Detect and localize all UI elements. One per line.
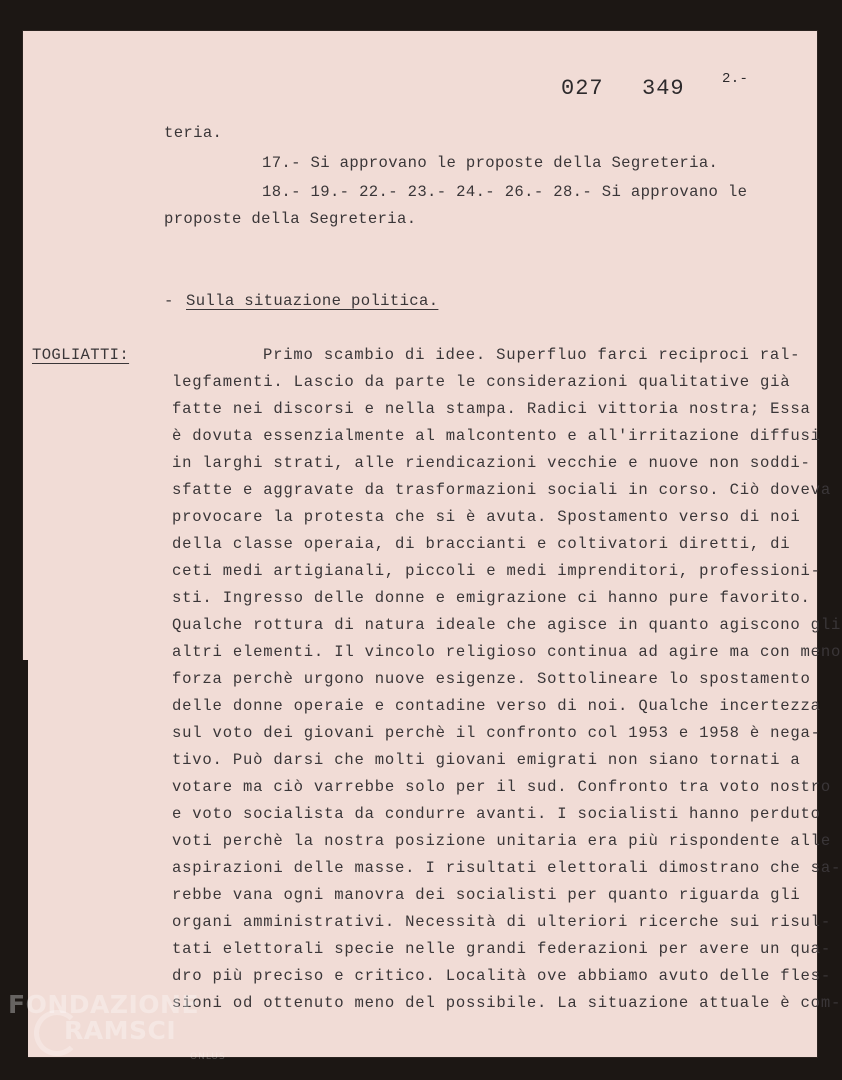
intro-line: proposte della Segreteria. xyxy=(164,210,417,228)
body-line: tivo. Può darsi che molti giovani emigrati non siano tornati a xyxy=(172,751,801,769)
watermark-line-3: ONLUS xyxy=(190,1052,226,1062)
intro-line: 18.- 19.- 22.- 23.- 24.- 26.- 28.- Si approvano le xyxy=(262,183,748,201)
body-line: Primo scambio di idee. Superfluo farci reciproci ral- xyxy=(263,346,801,364)
body-line: Qualche rottura di natura ideale che agisce in quanto agiscono gli xyxy=(172,616,842,634)
intro-line: teria. xyxy=(164,124,223,142)
doc-number-a: 027 xyxy=(561,76,604,101)
body-line: altri elementi. Il vincolo religioso continua ad agire ma con meno xyxy=(172,643,842,661)
body-line: sul voto dei giovani perchè il confronto col 1953 e 1958 è nega- xyxy=(172,724,821,742)
body-line: votare ma ciò varrebbe solo per il sud. Confronto tra voto nostro xyxy=(172,778,831,796)
body-line: in larghi strati, alle riendicazioni vecchie e nuove non soddi- xyxy=(172,454,811,472)
body-line: rebbe vana ogni manovra dei socialisti per quanto riguarda gli xyxy=(172,886,801,904)
body-line: forza perchè urgono nuove esigenze. Sottolineare lo spostamento xyxy=(172,670,811,688)
body-line: tati elettorali specie nelle grandi federazioni per avere un qua- xyxy=(172,940,831,958)
section-dash: - xyxy=(164,292,174,310)
section-title: Sulla situazione politica. xyxy=(186,292,439,310)
watermark-line-1: FONDAZIONE xyxy=(8,990,200,1019)
body-line: delle donne operaie e contadine verso di noi. Qualche incertezza xyxy=(172,697,821,715)
intro-line: 17.- Si approvano le proposte della Segreteria. xyxy=(262,154,719,172)
body-line: e voto socialista da condurre avanti. I socialisti hanno perduto xyxy=(172,805,821,823)
body-line: voti perchè la nostra posizione unitaria era più rispondente alle xyxy=(172,832,831,850)
watermark-line-2: RAMSCI xyxy=(64,1016,177,1045)
body-line: è dovuta essenzialmente al malcontento e all'irritazione diffusi xyxy=(172,427,821,445)
page-number: 2.- xyxy=(722,71,749,87)
body-line: aspirazioni delle masse. I risultati elettorali dimostrano che sa- xyxy=(172,859,842,877)
doc-number-b: 349 xyxy=(642,76,685,101)
body-line: della classe operaia, di braccianti e coltivatori diretti, di xyxy=(172,535,791,553)
body-line: organi amministrativi. Necessità di ulteriori ricerche sui risul- xyxy=(172,913,831,931)
body-line: dro più preciso e critico. Località ove abbiamo avuto delle fles- xyxy=(172,967,831,985)
speaker-label: TOGLIATTI: xyxy=(32,346,130,364)
body-line: fatte nei discorsi e nella stampa. Radici vittoria nostra; Essa xyxy=(172,400,811,418)
body-line: sfatte e aggravate da trasformazioni sociali in corso. Ciò doveva xyxy=(172,481,831,499)
body-line: sioni od ottenuto meno del possibile. La situazione attuale è com- xyxy=(172,994,842,1012)
body-line: provocare la protesta che si è avuta. Spostamento verso di noi xyxy=(172,508,801,526)
body-line: sti. Ingresso delle donne e emigrazione ci hanno pure favorito. xyxy=(172,589,811,607)
body-line: legfamenti. Lascio da parte le considerazioni qualitative già xyxy=(172,373,791,391)
body-line: ceti medi artigianali, piccoli e medi imprenditori, professioni- xyxy=(172,562,821,580)
